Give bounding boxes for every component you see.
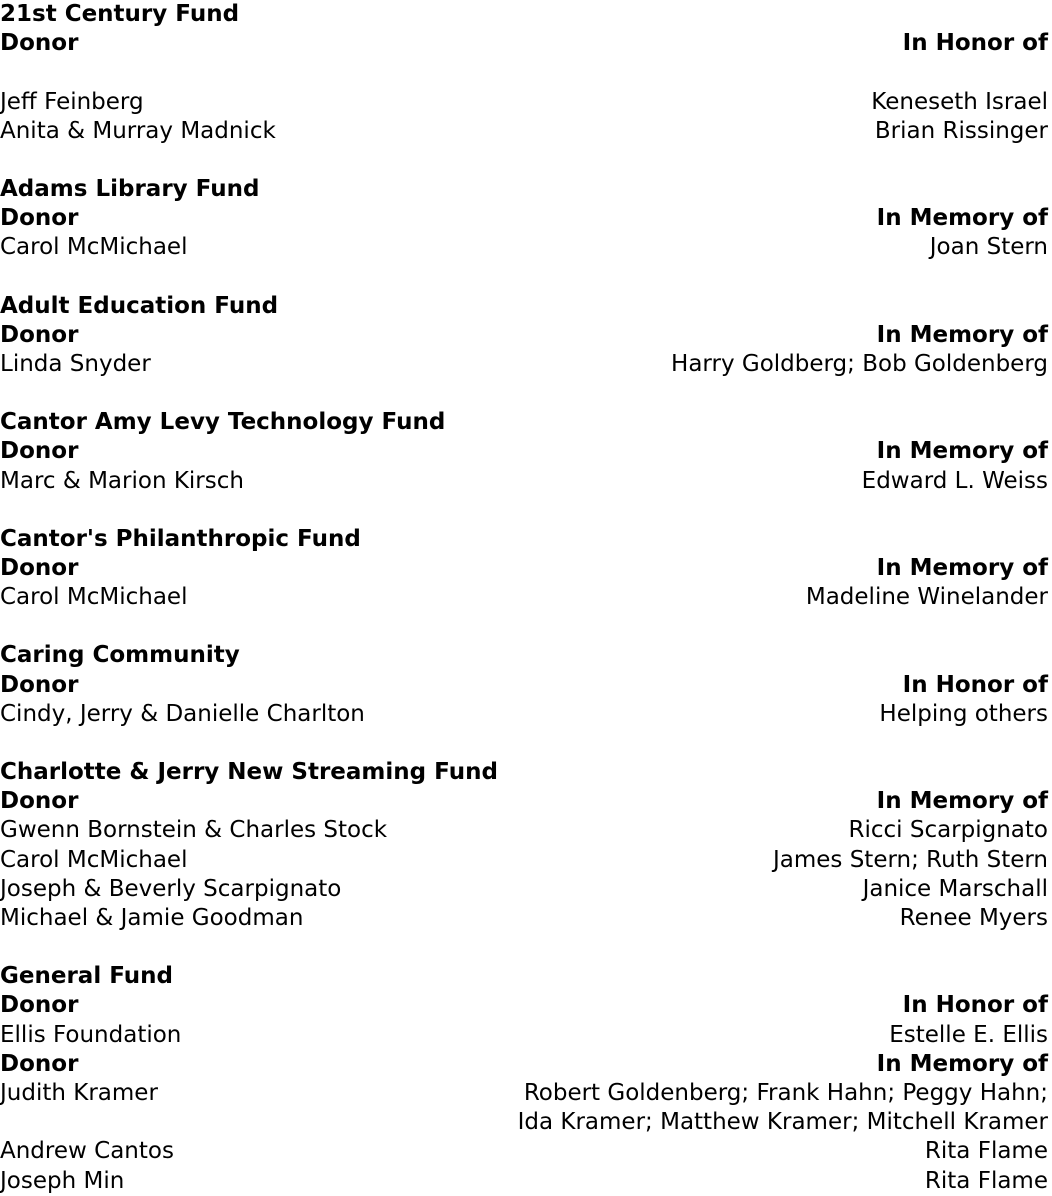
dedication-column-header: In Memory of: [876, 1050, 1048, 1077]
donation-row: [0, 467, 1048, 496]
dedication-column-header: In Memory of: [876, 205, 1048, 232]
column-header-row: [0, 437, 1048, 466]
donor-name: Carol McMichael: [0, 846, 188, 873]
honoree-name: James Stern; Ruth Stern: [772, 846, 1048, 873]
fund-title: Cantor's Philanthropic Fund: [0, 525, 361, 552]
fund-section-adams-library: [0, 175, 1048, 263]
dedication-column-header: In Memory of: [876, 321, 1048, 348]
spacer: [0, 58, 1048, 87]
donation-row: [0, 88, 1048, 117]
donor-name: Ellis Foundation: [0, 1021, 182, 1048]
honoree-name: Joan Stern: [929, 234, 1048, 261]
donor-name: Judith Kramer: [0, 1080, 158, 1107]
honoree-name: Renee Myers: [899, 905, 1048, 932]
dedication-column-header: In Honor of: [902, 30, 1048, 57]
donation-row-continued: [0, 1108, 1048, 1137]
donation-row: [0, 350, 1048, 379]
honoree-name: Madeline Winelander: [805, 584, 1048, 611]
column-header-row: [0, 554, 1048, 583]
dedication-column-header: In Honor of: [902, 992, 1048, 1019]
donor-column-header: Donor: [0, 671, 79, 698]
honoree-name: Rita Flame: [924, 1167, 1048, 1194]
dedication-column-header: In Memory of: [876, 555, 1048, 582]
donation-row: [0, 875, 1048, 904]
column-header-row: [0, 671, 1048, 700]
donor-name: Jeff Feinberg: [0, 88, 144, 115]
honoree-name: Ida Kramer; Matthew Kramer; Mitchell Kramer: [517, 1109, 1048, 1136]
donor-column-header: Donor: [0, 788, 79, 815]
fund-title: Adams Library Fund: [0, 176, 260, 202]
fund-section-general: [0, 962, 1048, 1196]
column-header-row: [0, 991, 1048, 1020]
column-header-row: [0, 29, 1048, 58]
fund-section-cantors-philanthropic: [0, 525, 1048, 613]
donor-column-header: Donor: [0, 1050, 79, 1077]
donation-row: [0, 904, 1048, 933]
donor-name: Marc & Marion Kirsch: [0, 467, 244, 494]
donor-column-header: Donor: [0, 555, 79, 582]
fund-section-caring-community: [0, 641, 1048, 729]
dedication-column-header: In Memory of: [876, 788, 1048, 815]
donor-name: Andrew Cantos: [0, 1138, 174, 1165]
donor-name: Carol McMichael: [0, 234, 188, 261]
donation-row: [0, 816, 1048, 845]
honoree-name: Robert Goldenberg; Frank Hahn; Peggy Hahn;: [523, 1080, 1048, 1107]
fund-section-charlotte-jerry-new-streaming: [0, 758, 1048, 933]
fund-title: Adult Education Fund: [0, 292, 279, 319]
donor-name: Anita & Murray Madnick: [0, 117, 276, 144]
honoree-name: Harry Goldberg; Bob Goldenberg: [671, 351, 1048, 378]
donor-name: Carol McMichael: [0, 584, 188, 611]
donor-name: Linda Snyder: [0, 351, 151, 378]
donation-row: [0, 117, 1048, 146]
donor-column-header: Donor: [0, 438, 79, 465]
fund-section-21st-century: [0, 0, 1048, 146]
donation-row: [0, 1021, 1048, 1050]
fund-title: 21st Century Fund: [0, 1, 240, 27]
donation-row: [0, 1079, 1048, 1108]
honoree-name: Brian Rissinger: [874, 117, 1048, 144]
fund-section-adult-education: [0, 292, 1048, 380]
honoree-name: Janice Marschall: [862, 875, 1048, 902]
fund-title: Caring Community: [0, 642, 240, 669]
donation-row: [0, 233, 1048, 262]
honoree-name: Estelle E. Ellis: [889, 1021, 1048, 1048]
donor-column-header: Donor: [0, 992, 79, 1019]
column-header-row: [0, 787, 1048, 816]
dedication-column-header: In Memory of: [876, 438, 1048, 465]
donor-name: Cindy, Jerry & Danielle Charlton: [0, 700, 365, 727]
donation-row: [0, 700, 1048, 729]
honoree-name: Ricci Scarpignato: [848, 817, 1048, 844]
donor-name: Joseph Min: [0, 1167, 125, 1194]
fund-title: General Fund: [0, 963, 173, 990]
column-header-row: [0, 1050, 1048, 1079]
fund-title: Cantor Amy Levy Technology Fund: [0, 409, 446, 436]
donation-row: [0, 1137, 1048, 1166]
donor-name: Gwenn Bornstein & Charles Stock: [0, 817, 388, 844]
donor-name: Joseph & Beverly Scarpignato: [0, 875, 342, 902]
fund-title: Charlotte & Jerry New Streaming Fund: [0, 759, 498, 786]
donor-column-header: Donor: [0, 205, 79, 232]
donation-row: [0, 846, 1048, 875]
fund-section-cantor-amy-levy-technology: [0, 408, 1048, 496]
dedication-column-header: In Honor of: [902, 671, 1048, 698]
donor-column-header: Donor: [0, 321, 79, 348]
column-header-row: [0, 204, 1048, 233]
honoree-name: Helping others: [879, 700, 1048, 727]
donor-column-header: Donor: [0, 30, 79, 57]
honoree-name: Edward L. Weiss: [861, 467, 1048, 494]
donor-name: Michael & Jamie Goodman: [0, 905, 304, 932]
column-header-row: [0, 321, 1048, 350]
donation-row: [0, 583, 1048, 612]
honoree-name: Rita Flame: [924, 1138, 1048, 1165]
honoree-name: Keneseth Israel: [871, 88, 1048, 115]
